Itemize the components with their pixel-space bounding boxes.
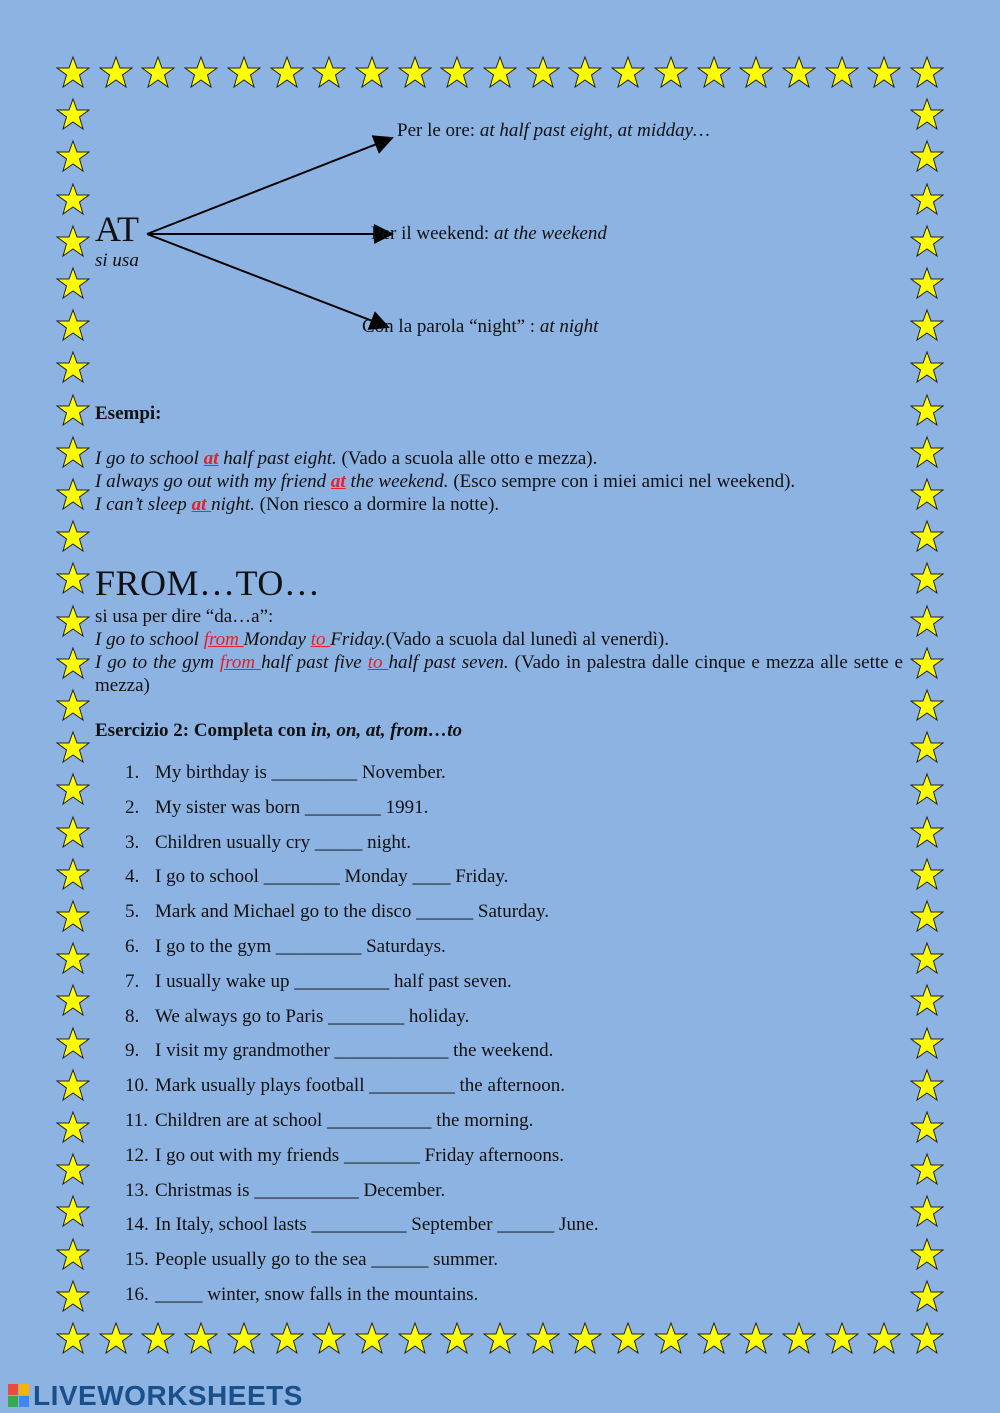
exercise-item	[125, 1284, 599, 1319]
star-icon	[910, 815, 944, 849]
exercise-heading-text: Esercizio 2: Completa con	[95, 720, 311, 741]
star-icon	[56, 941, 90, 975]
example-keyword: to	[310, 629, 331, 650]
exercise-item-text[interactable]: We always go to Paris ________ holiday.	[155, 1005, 470, 1027]
arrow-night	[147, 234, 388, 327]
branch-weekend	[371, 223, 607, 245]
example-keyword: to	[367, 652, 389, 673]
exercise-item-text[interactable]: In Italy, school lasts __________ September ______ June.	[155, 1214, 599, 1236]
exercise-item-number: 16.	[125, 1283, 149, 1305]
star-icon	[910, 688, 944, 722]
star-icon	[611, 1321, 645, 1355]
example-text: the weekend.	[345, 471, 449, 492]
star-icon	[910, 1026, 944, 1060]
exercise-item	[125, 936, 599, 971]
example-text: I go to school	[95, 448, 204, 469]
star-icon	[739, 1321, 773, 1355]
exercise-item-number: 7.	[125, 970, 140, 992]
star-icon	[99, 1321, 133, 1355]
exercise-item-number: 2.	[125, 796, 140, 818]
star-icon	[910, 730, 944, 764]
star-icon	[910, 983, 944, 1017]
arrow-hours	[147, 138, 392, 234]
star-icon	[910, 435, 944, 469]
star-icon	[56, 815, 90, 849]
star-icon	[910, 857, 944, 891]
exercise-item-number: 10.	[125, 1075, 149, 1097]
star-icon	[697, 1321, 731, 1355]
star-icon	[568, 1321, 602, 1355]
fromto-subtitle: si usa per dire “da…a”:	[95, 606, 274, 627]
exercise-item-number: 3.	[125, 831, 140, 853]
exercise-item	[125, 901, 599, 936]
star-icon	[910, 1321, 944, 1355]
star-icon	[910, 1110, 944, 1144]
exercise-item	[125, 1075, 599, 1110]
exercise-item-number: 6.	[125, 935, 140, 957]
star-icon	[56, 1068, 90, 1102]
exercise-item	[125, 1180, 599, 1215]
exercise-item-number: 1.	[125, 762, 140, 783]
star-icon	[483, 1321, 517, 1355]
example-line	[95, 470, 795, 493]
exercise-item	[125, 762, 599, 797]
star-icon	[910, 1279, 944, 1313]
exercise-item-text[interactable]: I go to school ________ Monday ____ Friday.	[155, 866, 509, 888]
star-icon	[910, 519, 944, 553]
logo-icon	[8, 1384, 30, 1408]
example-text: I always go out with my friend	[95, 471, 331, 492]
examples-list	[95, 447, 795, 516]
example-text: half past seven.	[388, 652, 509, 673]
example-keyword: from	[203, 629, 244, 650]
star-icon	[910, 561, 944, 595]
example-line	[95, 493, 795, 516]
branch-hours-label: Per le ore:	[397, 120, 480, 141]
star-icon	[56, 604, 90, 638]
exercise-item	[125, 1110, 599, 1145]
star-icon	[56, 899, 90, 933]
fromto-title: FROM…TO…	[95, 563, 321, 603]
star-icon	[56, 688, 90, 722]
exercise-item-text[interactable]: _____ winter, snow falls in the mountains.	[155, 1283, 479, 1305]
exercise-item-number: 9.	[125, 1040, 140, 1062]
exercise-item-number: 8.	[125, 1005, 140, 1027]
branch-weekend-example: at the weekend	[493, 223, 607, 244]
star-icon	[56, 477, 90, 511]
example-translation: (Vado a scuola dal lunedì al venerdì).	[385, 629, 669, 650]
exercise-item-text[interactable]: I go to the gym _________ Saturdays.	[155, 935, 446, 957]
example-text: night.	[211, 494, 255, 515]
example-text: Monday	[243, 629, 311, 650]
example-text: I can’t sleep	[95, 494, 192, 515]
exercise-item-text[interactable]: People usually go to the sea ______ summer.	[155, 1249, 499, 1271]
exercise-item-text[interactable]: I usually wake up __________ half past seven.	[155, 970, 512, 992]
exercise-item-number: 5.	[125, 901, 140, 923]
exercise-item	[125, 1249, 599, 1284]
branch-hours	[397, 120, 710, 142]
example-keyword: at	[203, 448, 219, 469]
star-icon	[910, 604, 944, 638]
star-icon	[654, 1321, 688, 1355]
star-icon	[782, 1321, 816, 1355]
example-keyword: at	[191, 494, 212, 515]
exercise-item	[125, 797, 599, 832]
star-icon	[56, 857, 90, 891]
fromto-example-1	[95, 628, 669, 651]
exercise-item	[125, 971, 599, 1006]
exercise-item-number: 11.	[125, 1109, 149, 1131]
example-text: I go to the gym	[95, 652, 220, 673]
exercise-item-text[interactable]: Mark usually plays football _________ the afternoon.	[155, 1075, 566, 1097]
star-icon	[56, 435, 90, 469]
star-icon	[910, 646, 944, 680]
star-icon	[184, 1321, 218, 1355]
example-text: half past eight.	[218, 448, 337, 469]
exercise-item	[125, 866, 599, 901]
star-icon	[910, 941, 944, 975]
star-icon	[910, 1194, 944, 1228]
star-icon	[56, 983, 90, 1017]
exercise-item-text[interactable]: Christmas is ___________ December.	[155, 1179, 446, 1201]
exercise-item-number: 4.	[125, 866, 140, 888]
star-icon	[141, 1321, 175, 1355]
star-icon	[56, 1321, 90, 1355]
branch-night-label: Con la parola “night” :	[362, 316, 540, 337]
exercise-item-text[interactable]: My birthday is _________ November.	[155, 762, 446, 783]
star-icon	[867, 1321, 901, 1355]
example-keyword: from	[219, 652, 262, 673]
star-icon	[270, 1321, 304, 1355]
arrows-diagram	[0, 0, 1000, 400]
exercise-heading	[95, 720, 462, 742]
star-icon	[312, 1321, 346, 1355]
star-icon	[56, 1110, 90, 1144]
at-subtitle: si usa	[95, 250, 139, 271]
star-icon	[56, 561, 90, 595]
example-keyword: at	[330, 471, 346, 492]
star-icon	[526, 1321, 560, 1355]
exercise-item-text[interactable]: I go out with my friends ________ Friday afternoons.	[155, 1144, 564, 1166]
star-icon	[910, 899, 944, 933]
exercise-heading-words: in, on, at, from…to	[311, 720, 462, 741]
example-text: I go to school	[95, 629, 204, 650]
star-icon	[910, 772, 944, 806]
example-text: half past five	[261, 652, 368, 673]
exercise-item	[125, 1145, 599, 1180]
star-icon	[56, 1237, 90, 1271]
branch-weekend-label: Per il weekend:	[371, 223, 494, 244]
star-icon	[56, 1026, 90, 1060]
example-translation: (Vado in palestra dalle cinque e mezza alle sette e mezza)	[95, 652, 903, 696]
star-icon	[56, 730, 90, 764]
star-icon	[825, 1321, 859, 1355]
exercise-item-text[interactable]: I visit my grandmother ____________ the weekend.	[155, 1040, 554, 1062]
exercise-item	[125, 1040, 599, 1075]
star-icon	[355, 1321, 389, 1355]
exercise-item-number: 13.	[125, 1179, 149, 1201]
star-icon	[227, 1321, 261, 1355]
example-translation: (Vado a scuola alle otto e mezza).	[336, 448, 598, 469]
star-icon	[56, 646, 90, 680]
logo-text: LIVEWORKSHEETS	[33, 1380, 303, 1411]
star-icon	[56, 1194, 90, 1228]
branch-hours-example: at half past eight, at midday…	[479, 120, 710, 141]
star-icon	[910, 1152, 944, 1186]
star-icon	[56, 1279, 90, 1313]
exercise-item	[125, 1214, 599, 1249]
exercise-item-text[interactable]: Children usually cry _____ night.	[155, 831, 411, 853]
example-line	[95, 447, 795, 470]
exercise-item-text[interactable]: My sister was born ________ 1991.	[155, 796, 429, 818]
exercise-item-text[interactable]: Children are at school ___________ the morning.	[155, 1109, 534, 1131]
liveworksheets-logo	[8, 1380, 303, 1412]
star-icon	[398, 1321, 432, 1355]
exercise-list	[125, 762, 599, 1319]
star-icon	[910, 1237, 944, 1271]
exercise-item-text[interactable]: Mark and Michael go to the disco ______ Saturday.	[155, 901, 549, 923]
example-translation: (Esco sempre con i miei amici nel weekend).	[448, 471, 796, 492]
branch-night-example: at night	[539, 316, 599, 337]
exercise-item-number: 15.	[125, 1249, 149, 1271]
star-icon	[440, 1321, 474, 1355]
exercise-item	[125, 832, 599, 867]
at-title: AT	[95, 209, 139, 249]
star-icon	[56, 519, 90, 553]
examples-heading: Esempi:	[95, 403, 162, 424]
example-text: Friday.	[330, 629, 386, 650]
example-translation: (Non riesco a dormire la notte).	[254, 494, 500, 515]
fromto-example-2	[95, 651, 903, 697]
exercise-item-number: 12.	[125, 1144, 149, 1166]
star-icon	[56, 1152, 90, 1186]
star-icon	[910, 477, 944, 511]
exercise-item-number: 14.	[125, 1214, 149, 1236]
star-icon	[910, 1068, 944, 1102]
star-icon	[56, 772, 90, 806]
branch-night	[362, 316, 598, 338]
exercise-item	[125, 1006, 599, 1041]
